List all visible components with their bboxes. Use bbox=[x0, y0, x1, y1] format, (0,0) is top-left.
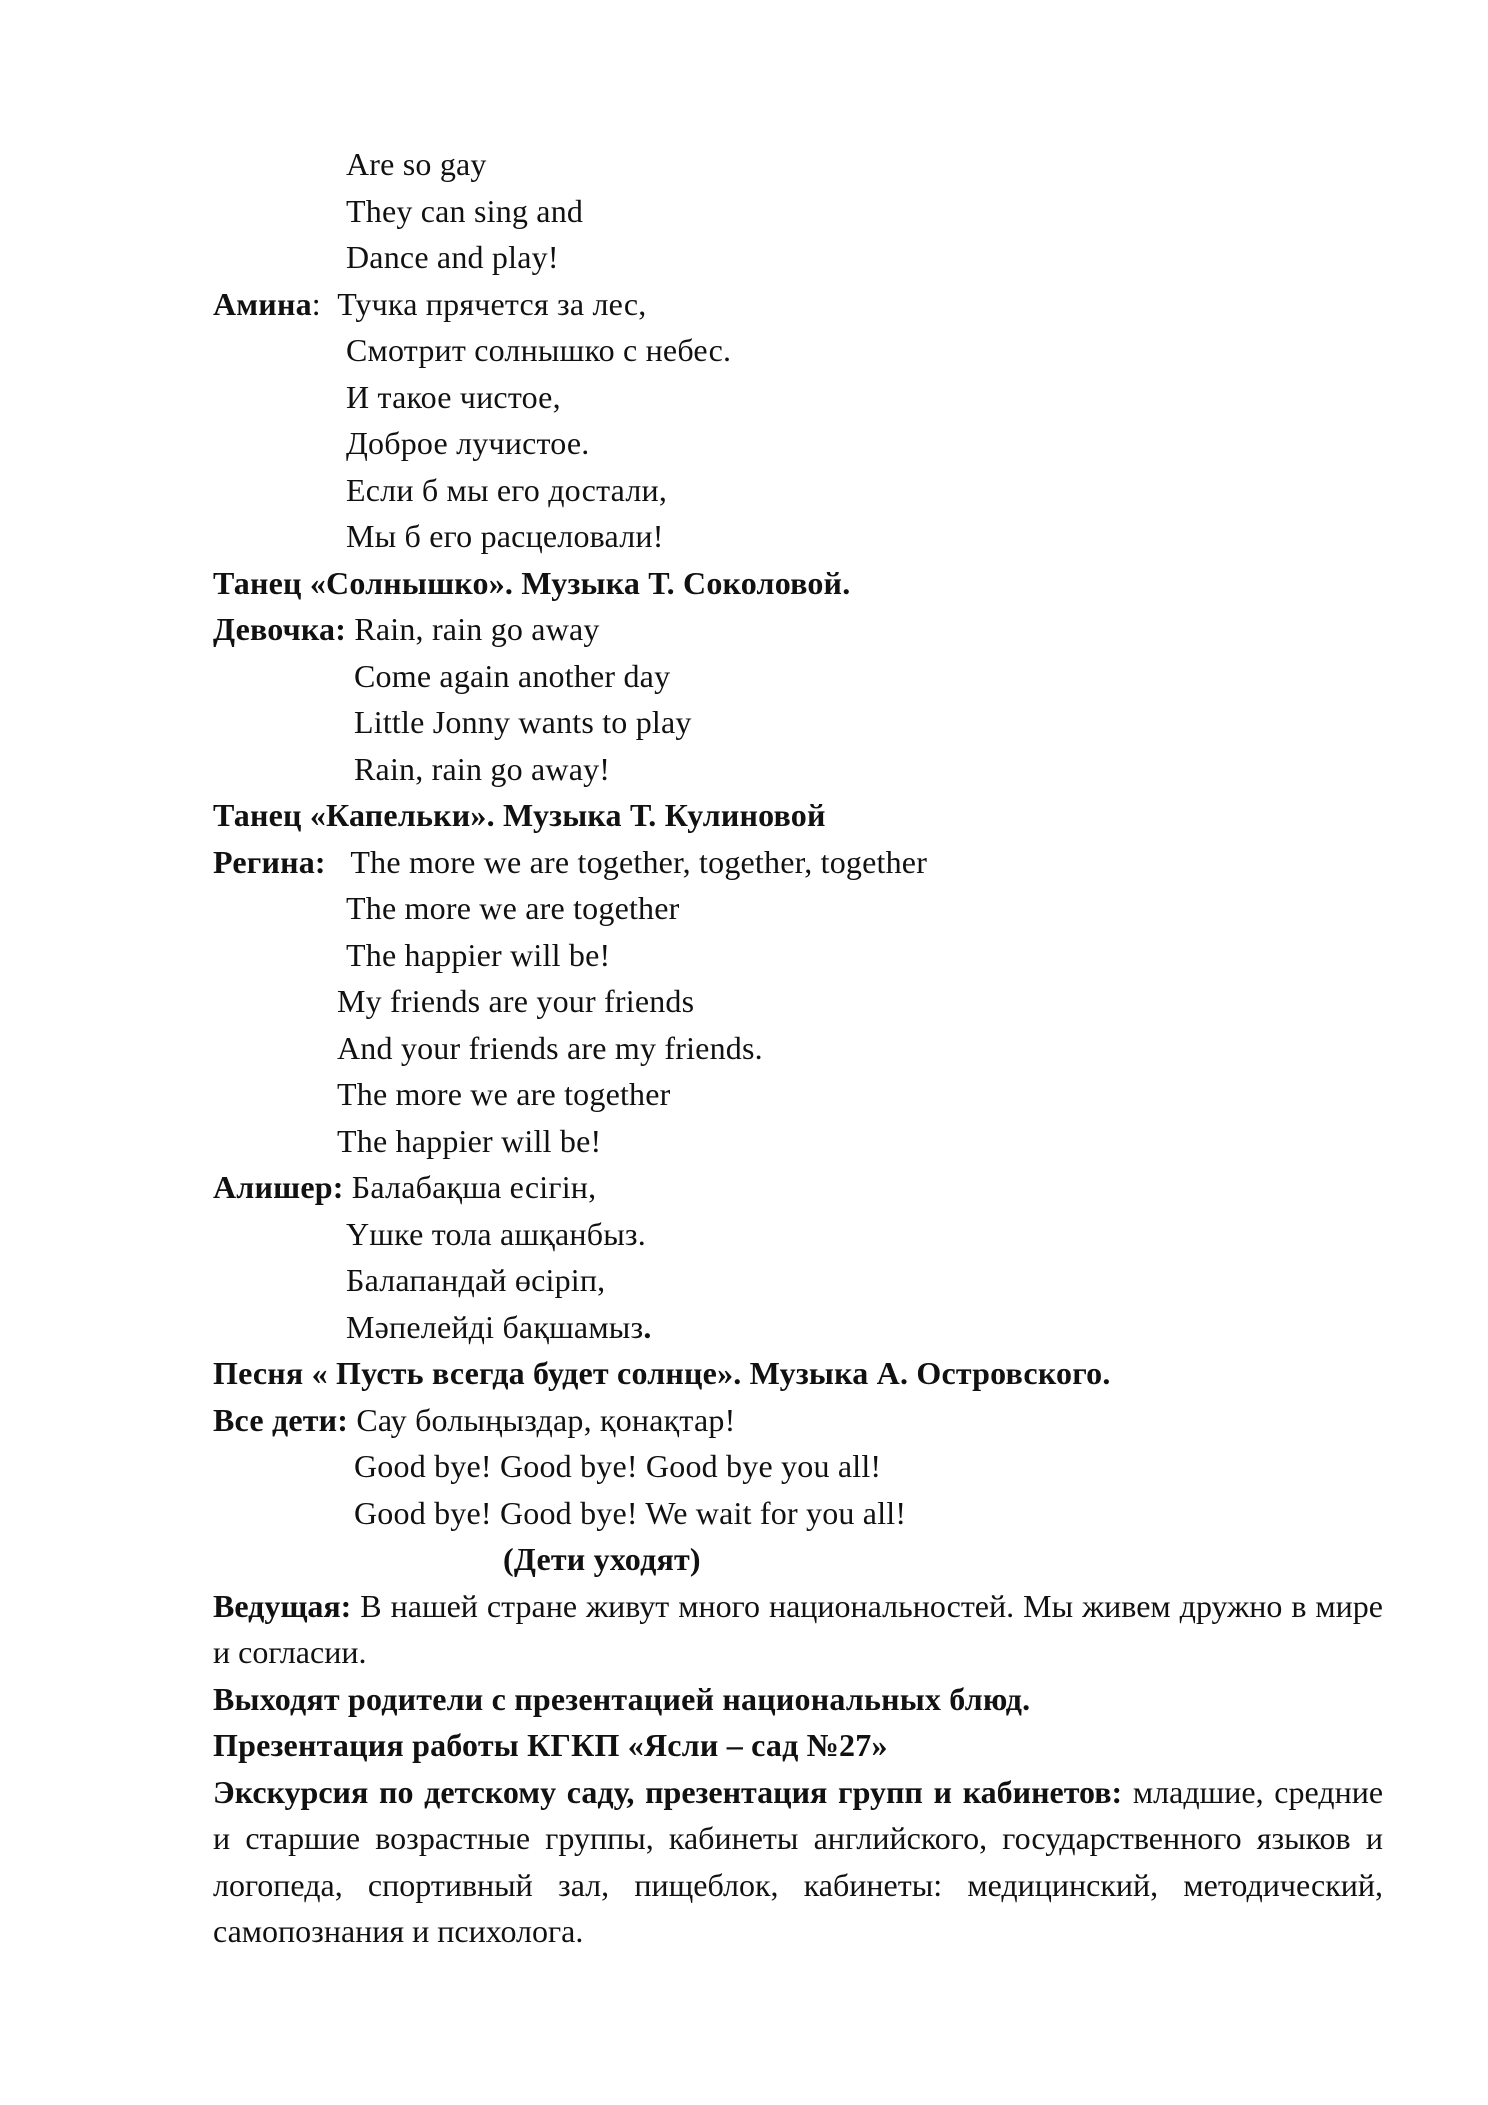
colon: : bbox=[311, 285, 338, 322]
verse-line bbox=[213, 1304, 1383, 1351]
verse-line: They can sing and bbox=[346, 192, 584, 229]
verse-line: Смотрит солнышко с небес. bbox=[346, 332, 732, 368]
speaker-name: Амина bbox=[213, 285, 312, 322]
verse-text: Мәпелейді бақшамыз bbox=[346, 1308, 644, 1345]
speaker-name: Все дети: bbox=[213, 1401, 349, 1438]
verse-line: И такое чистое, bbox=[346, 378, 561, 415]
host-paragraph bbox=[213, 1583, 1383, 1676]
verse-end-period: . bbox=[643, 1308, 652, 1345]
verse-line: The more we are together bbox=[346, 890, 680, 926]
verse-line: Балапандай өсіріп, bbox=[346, 1262, 606, 1298]
stage-direction-exit: (Дети уходят) bbox=[503, 1541, 701, 1577]
verse-line: And your friends are my friends. bbox=[337, 1029, 763, 1066]
verse-line: The more we are together bbox=[337, 1076, 671, 1112]
verse-line: Доброе лучистое. bbox=[346, 425, 590, 461]
speaker-name: Девочка: bbox=[213, 611, 347, 647]
speaker-line-amina bbox=[213, 281, 1383, 328]
excursion-paragraph bbox=[213, 1769, 1383, 1955]
verse-text: Тучка прячется за лес, bbox=[337, 285, 647, 322]
verse-line: Good bye! Good bye! We wait for you all! bbox=[354, 1494, 907, 1531]
verse-text: Балабақша есігін, bbox=[351, 1169, 597, 1205]
verse-line: The happier will be! bbox=[337, 1122, 602, 1159]
verse-line: Если б мы его достали, bbox=[346, 471, 668, 508]
paragraph-text: В нашей стране живут много национальностей. Мы живем дружно в мире и согласии. bbox=[213, 1587, 1384, 1670]
verse-line: Мы б его расцеловали! bbox=[346, 518, 664, 554]
verse-text: Сау болыңыздар, қонақтар! bbox=[356, 1401, 736, 1438]
verse-line: Come again another day bbox=[354, 657, 671, 694]
verse-text: The more we are together, together, together bbox=[350, 843, 928, 880]
stage-direction-parents: Выходят родители с презентацией национальных блюд. bbox=[213, 1680, 1031, 1717]
stage-direction-dance: Танец «Капельки». Музыка Т. Кулиновой bbox=[213, 797, 826, 833]
stage-direction-song: Песня « Пусть всегда будет солнце». Музыка А. Островского. bbox=[213, 1355, 1111, 1391]
verse-line: Rain, rain go away! bbox=[354, 750, 611, 787]
speaker-name: Регина: bbox=[213, 843, 326, 880]
speaker-line-regina bbox=[213, 839, 1383, 886]
verse-line: Are so gay bbox=[346, 146, 487, 182]
verse-line: Dance and play! bbox=[346, 239, 559, 275]
speaker-name: Алишер: bbox=[213, 1169, 344, 1205]
verse-line: Little Jonny wants to play bbox=[354, 704, 692, 740]
excursion-title: Экскурсия по детскому саду, презентация групп и кабинетов: bbox=[213, 1773, 1123, 1810]
verse-line: My friends are your friends bbox=[337, 983, 695, 1019]
speaker-line-girl bbox=[213, 606, 1383, 653]
document-body bbox=[213, 141, 1383, 1955]
stage-direction-dance: Танец «Солнышко». Музыка Т. Соколовой. bbox=[213, 564, 851, 601]
speaker-line-alisher bbox=[213, 1164, 1383, 1211]
speaker-name: Ведущая: bbox=[213, 1587, 352, 1624]
verse-line: Good bye! Good bye! Good bye you all! bbox=[354, 1448, 882, 1484]
verse-line: The happier will be! bbox=[346, 936, 611, 973]
verse-line: Үшке тола ашқанбыз. bbox=[346, 1215, 646, 1252]
speaker-line-all-children bbox=[213, 1397, 1383, 1444]
presentation-heading: Презентация работы КГКП «Ясли – сад №27» bbox=[213, 1727, 888, 1763]
verse-text: Rain, rain go away bbox=[354, 611, 600, 647]
paragraph-text: младшие, средние и старшие возрастные группы, кабинеты английского, государственного языков и логопеда, спортивный зал, пищеблок, кабинеты: медицинский, методический, самопознания и психолога. bbox=[213, 1773, 1384, 1949]
